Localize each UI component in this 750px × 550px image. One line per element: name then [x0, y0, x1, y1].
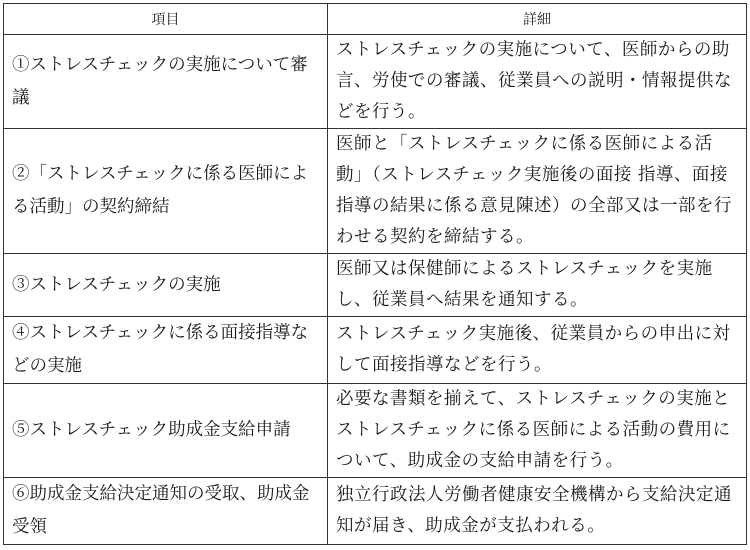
row-item: ⑤ストレスチェック助成金支給申請: [4, 384, 328, 478]
row-item: ①ストレスチェックの実施について審議: [4, 35, 328, 129]
table-header-row: [4, 4, 747, 35]
table-row: [4, 478, 747, 545]
table-row: [4, 317, 747, 384]
table-row: [4, 129, 747, 254]
header-detail: 詳細: [328, 4, 747, 35]
table-row: [4, 384, 747, 478]
table-row: [4, 254, 747, 317]
row-detail: 医師又は保健師によるストレスチェックを実施し、従業員へ結果を通知する。: [328, 254, 747, 317]
stress-check-subsidy-table: [3, 3, 747, 545]
table-row: [4, 35, 747, 129]
row-detail: 独立行政法人労働者健康安全機構から支給決定通知が届き、助成金が支払われる。: [328, 478, 747, 545]
row-item: ③ストレスチェックの実施: [4, 254, 328, 317]
row-item: ②「ストレスチェックに係る医師による活動」の契約締結: [4, 129, 328, 254]
row-detail: ストレスチェックの実施について、医師からの助言、労使での審議、従業員への説明・情報提供などを行う。: [328, 35, 747, 129]
header-item: 項目: [4, 4, 328, 35]
row-detail: ストレスチェック実施後、従業員からの申出に対して面接指導などを行う。: [328, 317, 747, 384]
row-item: ④ストレスチェックに係る面接指導などの実施: [4, 317, 328, 384]
row-item: ⑥助成金支給決定通知の受取、助成金受領: [4, 478, 328, 545]
row-detail: 必要な書類を揃えて、ストレスチェックの実施とストレスチェックに係る医師による活動の費用について、助成金の支給申請を行う。: [328, 384, 747, 478]
row-detail: 医師と「ストレスチェックに係る医師による活動」（ストレスチェック実施後の面接 指導、面接指導の結果に係る意見陳述）の全部又は一部を行わせる契約を締結する。: [328, 129, 747, 254]
